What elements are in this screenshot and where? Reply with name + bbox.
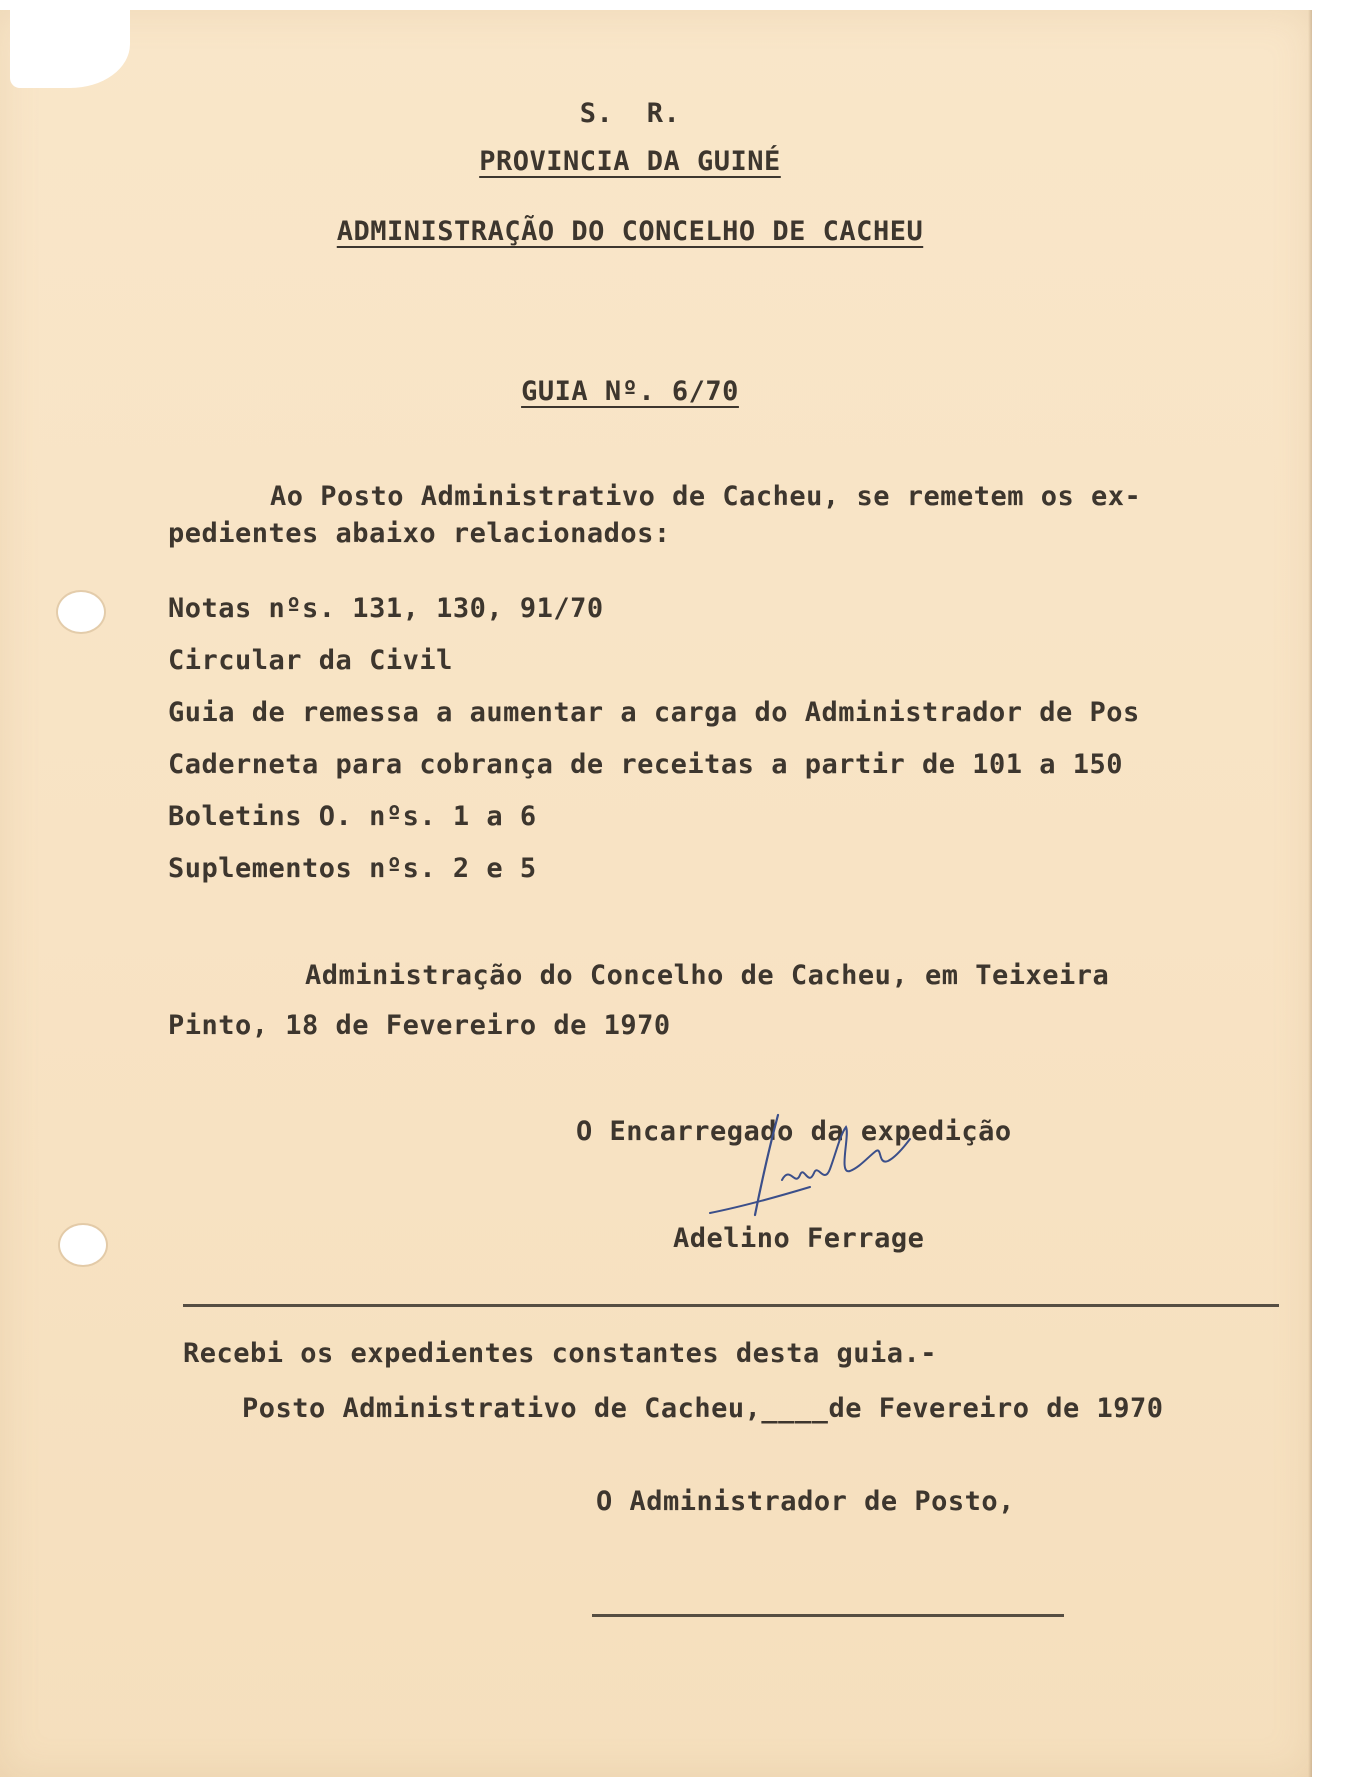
intro-line-1: Ao Posto Administrativo de Cacheu, se remetem os ex-: [270, 481, 1142, 512]
receipt-signatory: O Administrador de Posto,: [596, 1486, 1015, 1517]
sender-role: O Encarregado da expedição: [576, 1116, 1012, 1147]
list-item: Circular da Civil: [168, 645, 453, 676]
place-date-line-2: Pinto, 18 de Fevereiro de 1970: [168, 1010, 671, 1041]
punch-hole-top: [58, 592, 104, 632]
separator-line: [183, 1304, 1279, 1307]
guide-title: GUIA Nº. 6/70: [521, 376, 739, 407]
signature-line: [592, 1614, 1064, 1617]
torn-corner: [10, 10, 130, 88]
document-page: [0, 10, 1312, 1777]
list-item: Caderneta para cobrança de receitas a partir de 101 a 150: [168, 749, 1124, 780]
header-province: PROVINCIA DA GUINÉ: [479, 146, 781, 177]
receipt-line-2: Posto Administrativo de Cacheu,____de Fevereiro de 1970: [242, 1393, 1164, 1424]
place-date-line-1: Administração do Concelho de Cacheu, em Teixeira: [305, 960, 1110, 991]
header-sr: S. R.: [579, 98, 681, 129]
list-item: Suplementos nºs. 2 e 5: [168, 853, 537, 884]
list-item: Guia de remessa a aumentar a carga do Administrador de Pos: [168, 697, 1140, 728]
receipt-line-1: Recebi os expedientes constantes desta guia.-: [183, 1338, 937, 1369]
list-item: Boletins O. nºs. 1 a 6: [168, 801, 537, 832]
header-administration: ADMINISTRAÇÃO DO CONCELHO DE CACHEU: [336, 216, 924, 247]
intro-line-2: pedientes abaixo relacionados:: [168, 518, 671, 549]
list-item: Notas nºs. 131, 130, 91/70: [168, 593, 604, 624]
sender-name: Adelino Ferrage: [673, 1223, 925, 1254]
punch-hole-bottom: [60, 1225, 106, 1265]
